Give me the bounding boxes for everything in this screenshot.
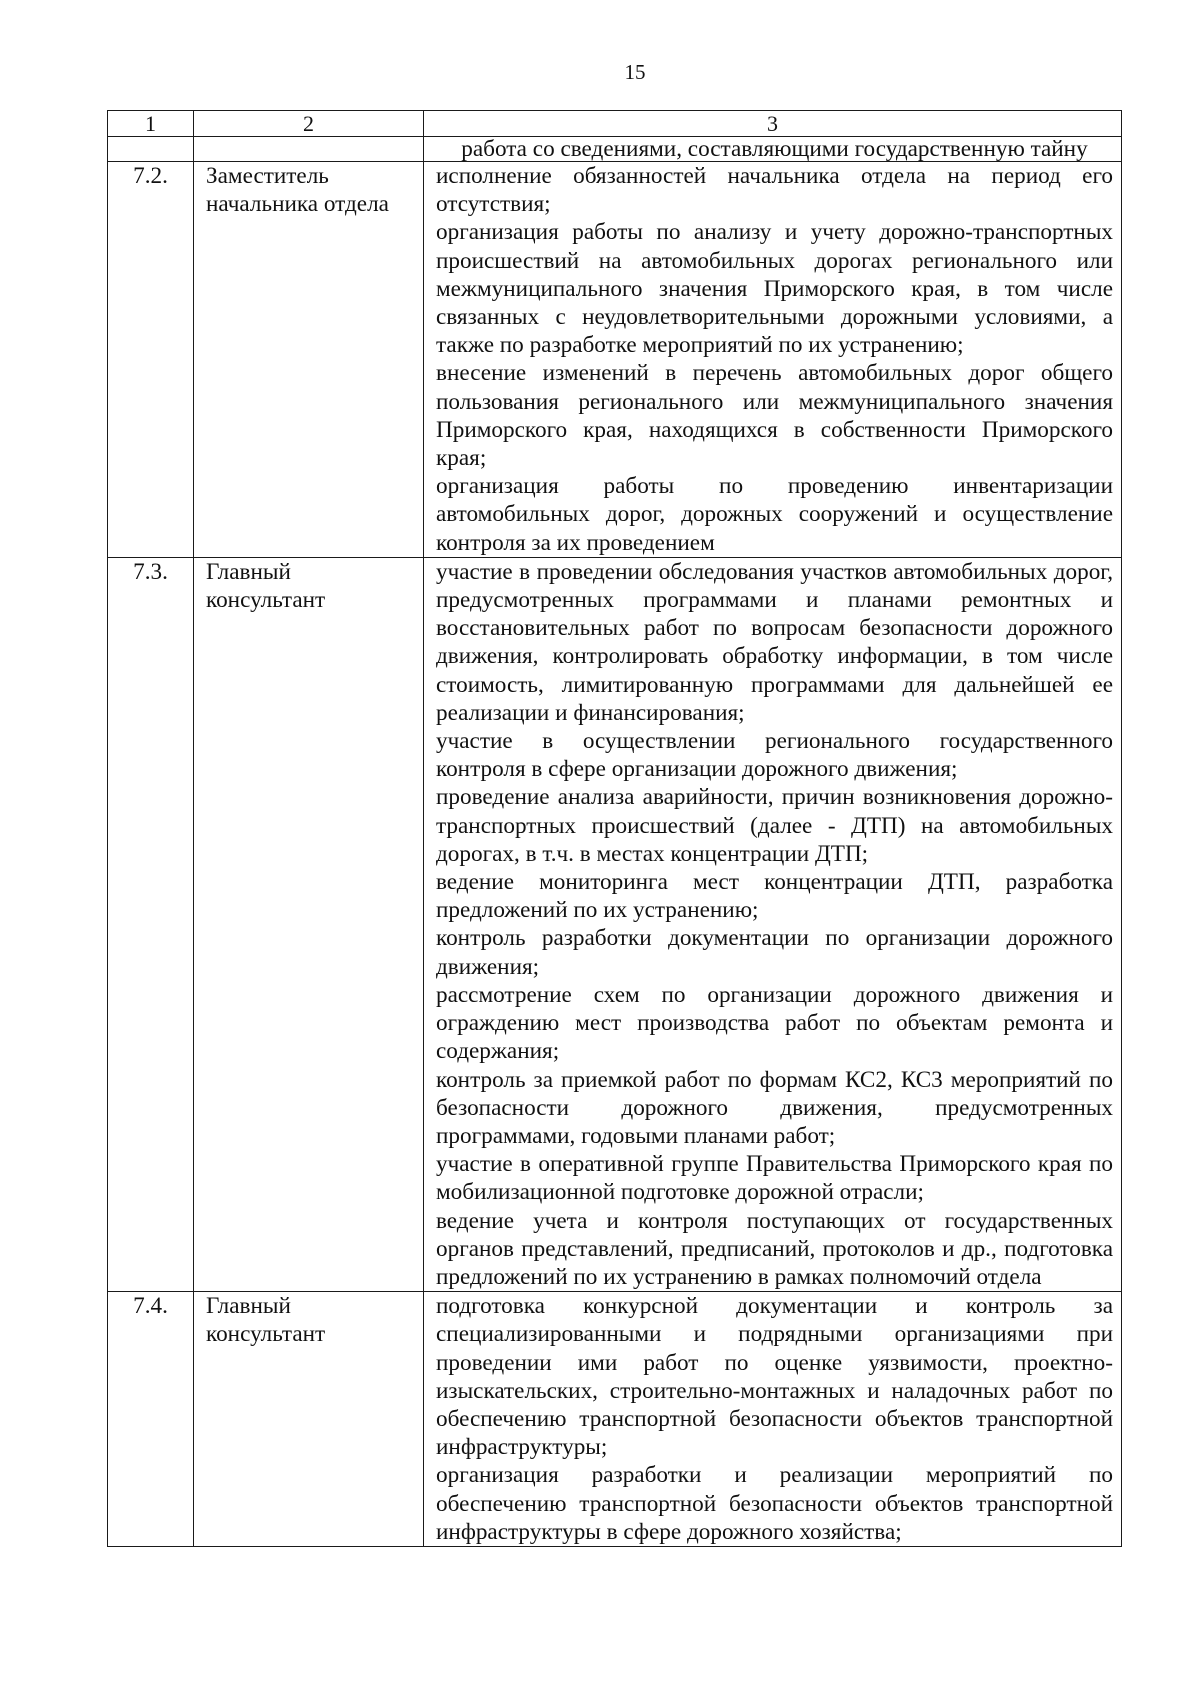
table-row: [108, 1292, 1122, 1547]
duty-item: организация разработки и реализации мероприятий по обеспечению транспортной безопасности объектов транспортной инфраструктуры в сфере дорожного хозяйства;: [436, 1462, 1113, 1545]
duty-item: ведение учета и контроля поступающих от государственных органов представлений, предписаний, протоколов и др., подготовка предложений по их устранению в рамках полномочий отдела: [436, 1207, 1113, 1290]
duty-item: ведение мониторинга мест концентрации ДТП, разработка предложений по их устранению;: [436, 869, 1113, 924]
column-header: 3: [424, 111, 1122, 137]
duty-item: участие в оперативной группе Правительства Приморского края по мобилизационной подготовке дорожной отрасли;: [436, 1151, 1113, 1206]
column-header: 1: [108, 111, 194, 137]
position-line: Главный: [206, 1293, 291, 1320]
duty-item: организация работы по проведению инвентаризации автомобильных дорог, дорожных сооружений и осуществление контроля за их проведением: [436, 473, 1113, 556]
duty-item: участие в проведении обследования участков автомобильных дорог, предусмотренных программами и планами ремонтных и восстановительных работ по вопросам безопасности дорожного движения, контролировать обработку информации, в том числе стоимость, лимитированную программами для дальнейшей ее реализации и финансирования;: [436, 558, 1113, 726]
position-line: Заместитель: [206, 163, 329, 189]
duties-cell: [424, 1292, 1122, 1547]
duties-cell: [424, 557, 1122, 1291]
position-line: консультант: [206, 1321, 326, 1348]
position-line: консультант: [206, 587, 326, 614]
table-header-row: [108, 111, 1122, 137]
row-number: 7.2.: [108, 162, 194, 558]
position-line: начальника отдела: [206, 191, 389, 218]
row-number: 7.3.: [108, 557, 194, 1291]
duty-item: рассмотрение схем по организации дорожного движения и ограждению мест производства работ по объектам ремонта и содержания;: [436, 981, 1113, 1065]
duty-item: организация работы по анализу и учету дорожно-транспортных происшествий на автомобильных дорогах регионального или межмуниципального значения Приморского края, в том числе связанных с неудовлетворительными дорожными условиями, а также по разработке мероприятий по их устранению;: [436, 219, 1113, 359]
table-cell-number: [108, 137, 194, 162]
duty-item: участие в осуществлении регионального государственного контроля в сфере организации дорожного движения;: [436, 728, 1113, 783]
row-number: 7.4.: [108, 1292, 194, 1547]
duty-item: внесение изменений в перечень автомобильных дорог общего пользования регионального или межмуниципального значения Приморского края, находящихся в собственности Приморского края;: [436, 360, 1113, 472]
duty-item: контроль за приемкой работ по формам КС2, КС3 мероприятий по безопасности дорожного движения, предусмотренных программами, годовыми планами работ;: [436, 1066, 1113, 1149]
column-header: 2: [194, 111, 424, 137]
page-number: 15: [624, 60, 646, 84]
duty-item: проведение анализа аварийности, причин возникновения дорожно-транспортных происшествий (далее - ДТП) на автомобильных дорогах, в т.ч. в местах концентрации ДТП;: [436, 784, 1113, 867]
position-title: [194, 162, 424, 558]
position-line: Главный: [206, 558, 291, 585]
duties-table: [107, 110, 1122, 1547]
duty-item: контроль разработки документации по организации дорожного движения;: [436, 925, 1113, 980]
table-row: [108, 162, 1122, 558]
duty-item: исполнение обязанностей начальника отдела на период его отсутствия;: [436, 163, 1113, 218]
table-row: [108, 557, 1122, 1291]
duty-item: подготовка конкурсной документации и контроль за специализированными и подрядными организациями при проведении ими работ по оценке уязвимости, проектно-изыскательских, строительно-монтажных и наладочных работ по обеспечению транспортной безопасности объектов транспортной инфраструктуры;: [436, 1293, 1113, 1461]
duties-cell: [424, 162, 1122, 558]
table-cell-position: [194, 137, 424, 162]
position-title: [194, 1292, 424, 1547]
continuation-text: работа со сведениями, составляющими государственную тайну: [424, 137, 1122, 162]
continuation-row: [108, 137, 1122, 162]
position-title: [194, 557, 424, 1291]
